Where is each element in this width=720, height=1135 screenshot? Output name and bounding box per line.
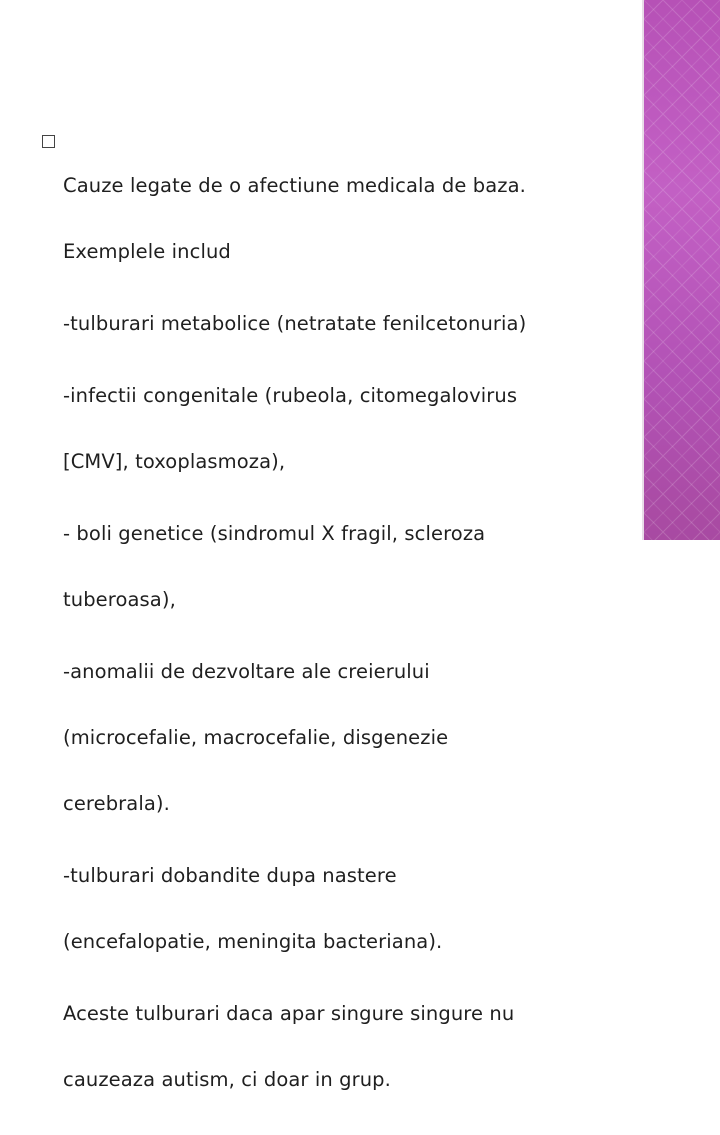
text-line-7: tuberoasa),: [63, 588, 176, 611]
text-line-9: (microcefalie, macrocefalie, disgenezie: [63, 726, 449, 749]
text-line-13: Aceste tulburari daca apar singure singure nu: [63, 1002, 515, 1025]
text-line-12: (encefalopatie, meningita bacteriana).: [63, 930, 443, 953]
text-line-8: -anomalii de dezvoltare ale creierului: [63, 660, 430, 683]
bullet-item: [42, 131, 617, 1135]
accent-side-panel: [644, 0, 720, 540]
bullet-content: [42, 131, 617, 1135]
text-line-11: -tulburari dobandite dupa nastere: [63, 864, 397, 887]
checkbox-bullet-icon: [42, 135, 55, 148]
text-line-10: cerebrala).: [63, 792, 170, 815]
diamond-pattern: [644, 0, 720, 540]
text-line-2: Exemplele includ: [63, 240, 231, 263]
text-line-6: - boli genetice (sindromul X fragil, scleroza: [63, 522, 486, 545]
bullet-text: [63, 131, 526, 1135]
text-line-5: [CMV], toxoplasmoza),: [63, 450, 286, 473]
text-line-4: -infectii congenitale (rubeola, citomegalovirus: [63, 384, 518, 407]
text-line-3: -tulburari metabolice (netratate fenilcetonuria): [63, 312, 527, 335]
text-line-14: cauzeaza autism, ci doar in grup.: [63, 1068, 391, 1091]
text-line-1: Cauze legate de o afectiune medicala de baza.: [63, 174, 526, 197]
